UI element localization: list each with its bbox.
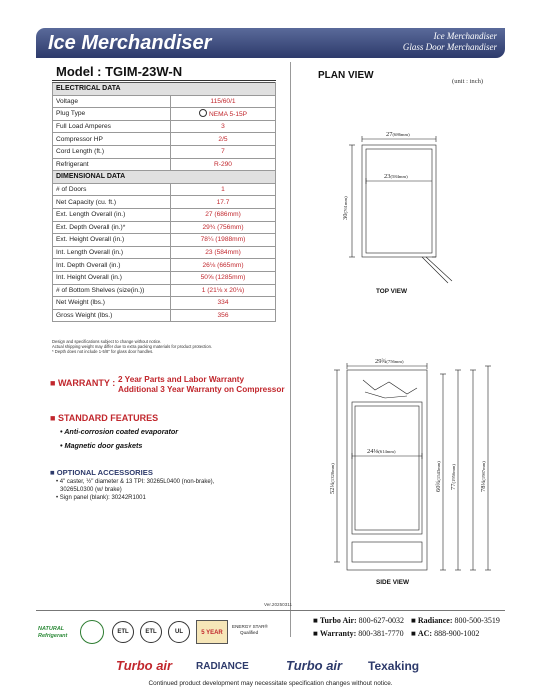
svg-text:30(761mm): 30(761mm) (342, 196, 349, 220)
drawing-label-top-inner (384, 173, 408, 180)
table-row: Voltage 115/60/1 (53, 95, 276, 108)
footer-divider (36, 610, 505, 611)
table-row: Plug Type NEMA 5-15P (53, 108, 276, 121)
model-number: Model : TGIM-23W-N (56, 64, 183, 79)
snap-seal-icon (80, 620, 104, 644)
subtitle: Ice Merchandiser Glass Door Merchandiser (402, 31, 497, 52)
svg-text:29¾(756mm): 29¾(756mm) (375, 358, 404, 365)
table-row: Int. Length Overall (in.) 23 (584mm) (53, 246, 276, 259)
side-view-label: SIDE VIEW (376, 579, 410, 586)
svg-text:78¼(1987mm): 78¼(1987mm) (480, 461, 487, 492)
page-title: Ice Merchandiser (48, 32, 212, 54)
svg-text:23(584mm): 23(584mm) (384, 173, 408, 180)
table-row: Ext. Depth Overall (in.)* 29¾ (756mm) (53, 221, 276, 234)
table-row: Int. Depth Overall (in.) 26⅛ (665mm) (53, 259, 276, 272)
table-row: Int. Height Overall (in.) 50⅝ (1285mm) (53, 271, 276, 284)
table-row: Net Weight (lbs.) 334 (53, 297, 276, 310)
drawing-label-top-width (386, 131, 410, 138)
warranty-badge: 5 YEAR (196, 620, 228, 644)
side-view-drawing (325, 356, 505, 578)
certification-logos (38, 618, 290, 652)
ul-logo: UL (168, 621, 190, 643)
divider (52, 80, 276, 81)
table-row: Ext. Length Overall (in.) 27 (686mm) (53, 208, 276, 221)
contact-block (313, 614, 513, 640)
plan-view-heading: PLAN VIEW (318, 70, 374, 81)
svg-text:77(1956mm): 77(1956mm) (450, 464, 457, 490)
dimensional-heading: DIMENSIONAL DATA (53, 171, 276, 184)
version-label: Ver.20250311 (264, 602, 293, 607)
etl-logo-1: ETL (112, 621, 134, 643)
top-view-label: TOP VIEW (376, 288, 408, 295)
column-divider (290, 62, 291, 637)
svg-text:24⅛(614mm): 24⅛(614mm) (367, 448, 396, 455)
table-row: Net Capacity (cu. ft.) 17.7 (53, 196, 276, 209)
drawing-label-side-h2 (435, 461, 442, 492)
etl-logo-2: ETL (140, 621, 162, 643)
svg-text:60¾(1543mm): 60¾(1543mm) (435, 461, 442, 492)
optional-accessories-heading: ■ OPTIONAL ACCESSORIES (50, 468, 153, 477)
drawing-label-side-inner (367, 448, 396, 455)
table-row: Full Load Amperes 3 (53, 120, 276, 133)
list-item: • Anti-corrosion coated evaporator (60, 427, 179, 436)
turbo-air-logo-2: Turbo air (286, 658, 343, 673)
list-item: 30265L0300 (w/ brake) (60, 486, 122, 493)
contact-radiance: ■ Radiance: 800-500-3519 (411, 616, 500, 625)
list-item: • Magnetic door gaskets (60, 440, 143, 450)
natural-refrigerant-logo: NATURAL Refrigerant (38, 626, 68, 639)
svg-text:52¼(1328mm): 52¼(1328mm) (329, 463, 336, 494)
standard-features-list (60, 425, 178, 452)
contact-turbo-air: ■ Turbo Air: 800-627-0032 (313, 616, 404, 625)
turbo-air-logo: Turbo air (116, 658, 173, 673)
drawing-label-side-h1 (329, 463, 336, 494)
drawing-label-side-depth (375, 358, 404, 365)
table-row: Cord Length (ft.) 7 (53, 145, 276, 158)
title-banner (36, 28, 505, 58)
svg-text:27(686mm): 27(686mm) (386, 131, 410, 138)
contact-warranty: ■ Warranty: 800-381-7770 (313, 629, 404, 638)
spec-notes: Design and specifications subject to change without notice. Actual shipping weight may differ due to extra packing materials for product protection. * Depth does not include 1-5/8" for glass door handles. (52, 339, 213, 355)
list-item: • 4" caster, ½" diameter & 13 TPI: 30265L0400 (non-brake), (56, 479, 215, 485)
warranty-heading: ■ WARRANTY : (50, 378, 116, 388)
plug-icon (199, 109, 207, 117)
table-row: Gross Weight (lbs.) 356 (53, 309, 276, 322)
table-row: Ext. Height Overall (in.) 78¼ (1988mm) (53, 234, 276, 247)
table-row: Refrigerant R-290 (53, 158, 276, 171)
footer-disclaimer: Continued product development may necessitate specification changes without notice. (148, 680, 393, 687)
brand-logos (110, 658, 490, 676)
warranty-text: 2 Year Parts and Labor Warranty Additional 3 Year Warranty on Compressor (118, 375, 285, 394)
radiance-logo: RADIANCE (196, 661, 249, 672)
electrical-heading: ELECTRICAL DATA (53, 83, 276, 96)
energy-star-logo: ENERGY STAR® Qualified (232, 624, 268, 635)
texaking-logo: Texaking (368, 659, 420, 673)
standard-features-heading: ■ STANDARD FEATURES (50, 413, 159, 423)
drawing-label-side-h3 (450, 464, 457, 490)
top-view-drawing (330, 125, 470, 285)
drawing-label-side-h4 (480, 461, 487, 492)
optional-accessories-list (56, 479, 214, 502)
list-item: • Sign panel (blank): 30242R1001 (56, 494, 146, 501)
drawing-label-top-depth (342, 196, 349, 220)
contact-ac: ■ AC: 888-900-1002 (411, 629, 480, 638)
table-row: # of Doors 1 (53, 183, 276, 196)
unit-label: (unit : inch) (452, 78, 484, 85)
table-row: Compressor HP 2/5 (53, 133, 276, 146)
table-row: # of Bottom Shelves (size(in.)) 1 (21⅛ x 20⅛) (53, 284, 276, 297)
spec-table (52, 82, 276, 322)
